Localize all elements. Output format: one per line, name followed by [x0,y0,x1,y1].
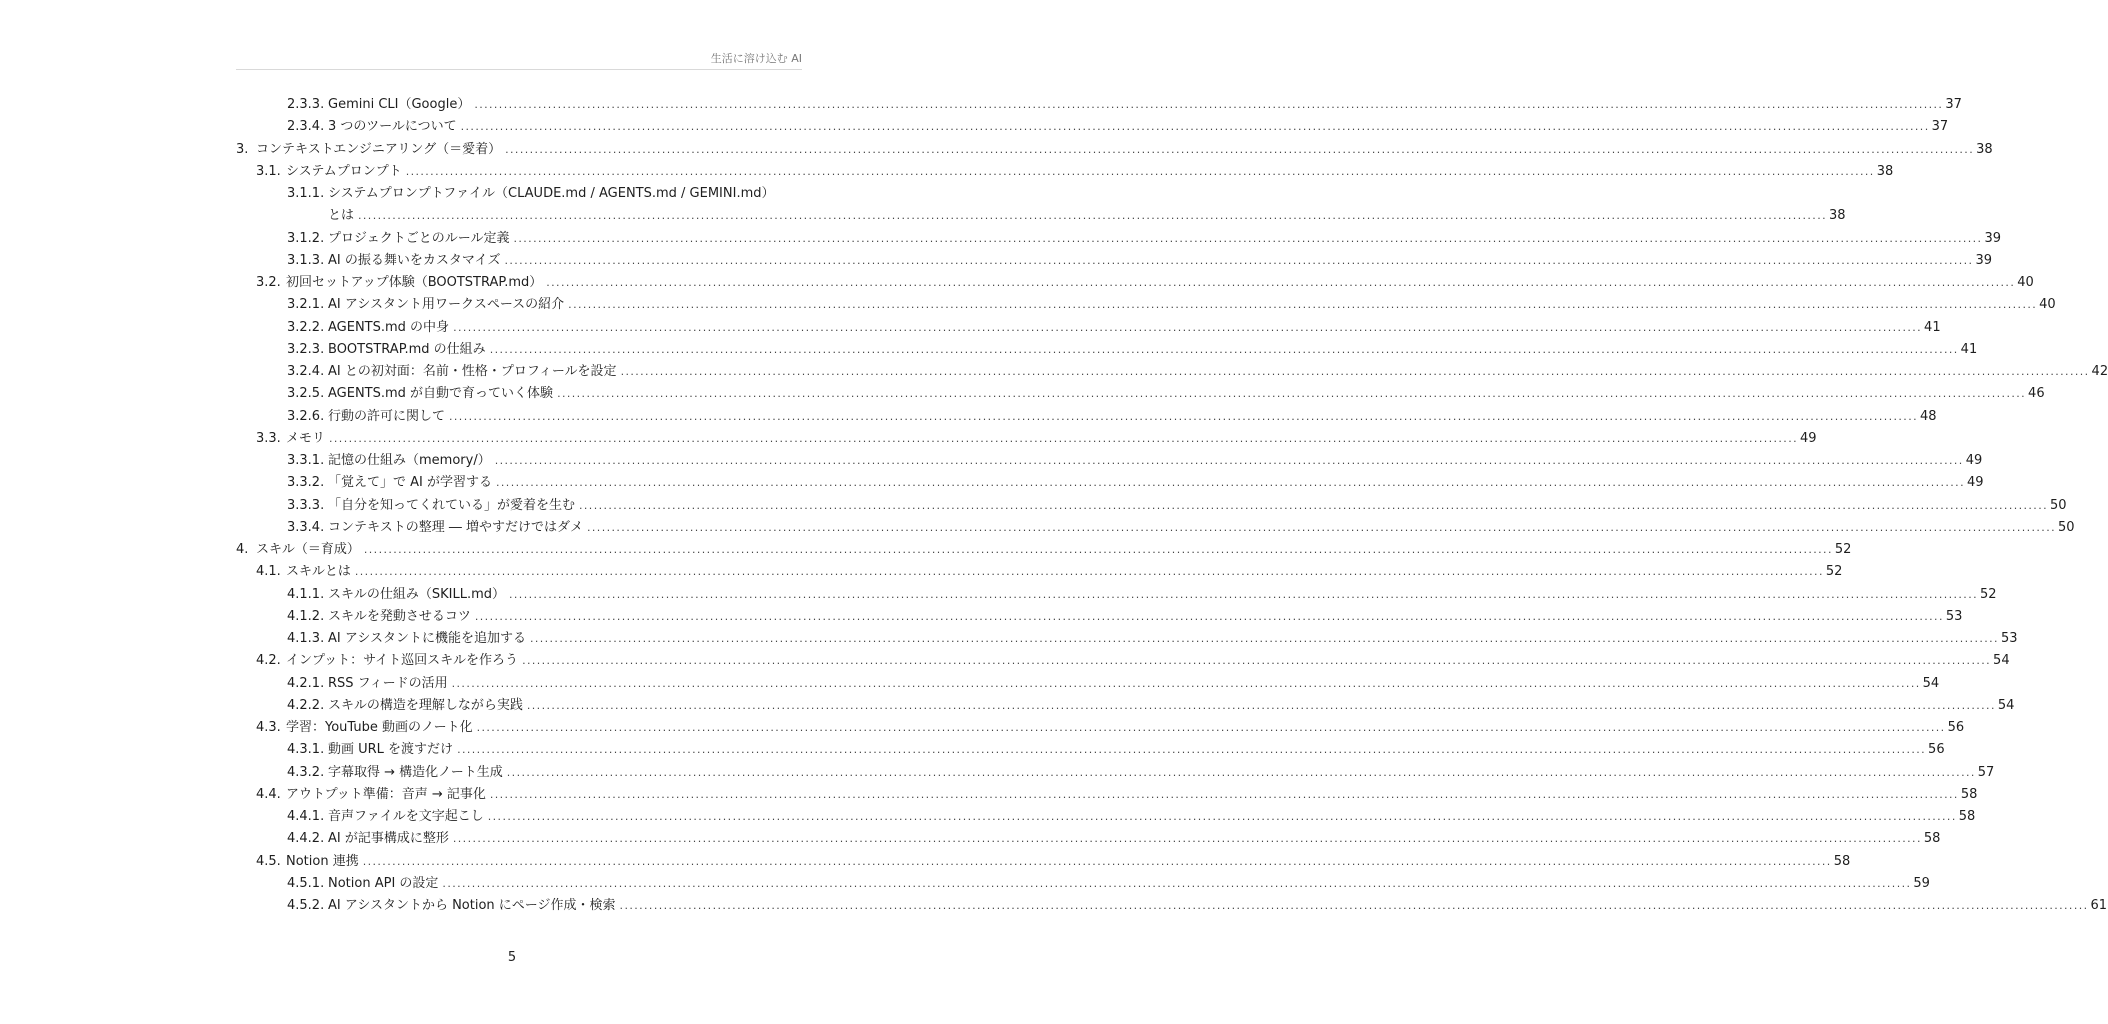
toc-entry-number: 4.1. [256,564,281,580]
toc-dot-leader: ............................................................................................................................................................................................................................................................................................................ [476,721,1946,734]
toc-dot-leader: ............................................................................................................................................................................................................................................................................................................ [619,899,2089,912]
toc-dot-leader: ............................................................................................................................................................................................................................................................................................................ [587,520,2056,534]
toc-entry-number: 4.5.1. [287,875,325,891]
toc-entry-number: 4.3. [256,720,281,735]
toc-dot-leader: ............................................................................................................................................................................................................................................................................................................ [474,609,1944,623]
toc-entry[interactable] [236,228,2002,250]
toc-entry-title: 「自分を知ってくれている」が愛着を生む [328,497,576,513]
toc-entry-title: AI アシスタントから Notion にページ作成・検索 [328,898,616,913]
toc-dot-leader: ............................................................................................................................................................................................................................................................................................................ [496,476,1965,490]
toc-entry-page: 58 [1833,853,1851,869]
toc-entry-title: Gemini CLI（Google） [328,97,471,112]
toc-entry-page: 49 [1965,453,1983,468]
toc-entry-number: 3.1.2. [287,230,325,246]
toc-entry-page: 37 [1931,119,1949,135]
toc-entry-title: AGENTS.md が自動で育っていく体験 [328,386,554,402]
toc-entry-page: 58 [1958,809,1976,824]
toc-entry-title: 3 つのツールについて [328,119,457,135]
toc-entry-page: 40 [2017,275,2034,290]
toc-entry-number: 3.3.3. [287,497,325,513]
toc-entry-title: AI の振る舞いをカスタマイズ [328,252,501,268]
toc-entry[interactable] [236,806,1976,828]
toc-entry[interactable] [236,250,1993,272]
toc-entry-page: 46 [2028,386,2045,402]
toc-entry-number: 4.5.2. [287,898,325,913]
toc-entry[interactable] [236,873,1930,895]
toc-entry-title: システムプロンプト [286,163,402,179]
toc-entry-page: 58 [1960,786,1978,802]
toc-entry[interactable] [236,539,1852,561]
toc-entry-title: BOOTSTRAP.md の仕組み [328,341,486,357]
toc-dot-leader: ............................................................................................................................................................................................................................................................................................................ [509,587,1978,601]
toc-entry-title: メモリ [286,430,326,446]
toc-entry-number: 2.3.4. [287,119,325,135]
toc-entry-page: 54 [1997,697,2015,713]
toc-entry-title: スキル（＝育成） [256,542,360,557]
toc-entry-title: アウトプット準備：音声 → 記事化 [286,786,486,802]
toc-dot-leader: ............................................................................................................................................................................................................................................................................................................ [579,498,2048,512]
toc-entry-title: スキルを発動させるコツ [328,608,471,624]
toc-entry-number: 4.2.2. [287,697,325,713]
toc-entry[interactable] [236,695,2015,717]
toc-entry-title: 学習：YouTube 動画のノート化 [286,720,473,735]
toc-entry-number: 4.2. [256,653,281,669]
toc-entry-page: 52 [1834,542,1852,557]
toc-entry-title: プロジェクトごとのルール定義 [328,230,510,246]
toc-entry-number: 3.2.2. [287,319,325,335]
toc-dot-leader: ............................................................................................................................................................................................................................................................................................................ [489,787,1959,801]
toc-entry-page: 52 [1980,586,1997,602]
toc-entry-number: 3.1.3. [287,252,325,268]
toc-entry-page: 38 [1976,141,1993,157]
toc-entry[interactable] [236,94,1962,116]
toc-dot-leader: ............................................................................................................................................................................................................................................................................................................ [451,676,1921,690]
toc-entry-title: RSS フィードの活用 [328,675,448,691]
toc-entry-title: 音声ファイルを文字起こし [328,809,484,824]
toc-entry-title: AGENTS.md の中身 [328,319,450,335]
toc-dot-leader: ............................................................................................................................................................................................................................................................................................................ [405,164,1875,178]
toc-entry-title: AI との初対面：名前・性格・プロフィールを設定 [328,364,617,379]
toc-dot-leader: ............................................................................................................................................................................................................................................................................................................ [358,209,1827,223]
toc-entry[interactable] [236,183,803,205]
toc-entry-page: 41 [1960,341,1978,357]
toc-entry-page: 48 [1920,408,1937,424]
toc-entry-page: 56 [1928,742,1945,758]
toc-entry-page: 49 [1966,475,1984,491]
running-header: 生活に溶け込む AI [710,52,802,65]
toc-entry-title: Notion 連携 [286,853,359,869]
toc-entry[interactable] [236,317,1941,339]
toc-entry-title: 行動の許可に関して [328,408,446,424]
toc-dot-leader: ............................................................................................................................................................................................................................................................................................................ [513,231,1983,245]
toc-dot-leader: ............................................................................................................................................................................................................................................................................................................ [506,765,1976,779]
toc-entry-title: AI アシスタントに機能を追加する [328,631,526,646]
toc-dot-leader: ............................................................................................................................................................................................................................................................................................................ [568,298,2038,312]
toc-dot-leader: ............................................................................................................................................................................................................................................................................................................ [505,142,1975,156]
toc-entry[interactable] [236,739,1945,761]
toc-dot-leader: ............................................................................................................................................................................................................................................................................................................ [504,253,1974,267]
toc-entry-number: 4.4.1. [287,809,325,824]
toc-dot-leader: ............................................................................................................................................................................................................................................................................................................ [522,654,1992,668]
toc-entry-title: 記憶の仕組み（memory/） [328,453,491,468]
toc-dot-leader: ............................................................................................................................................................................................................................................................................................................ [529,632,1999,645]
toc-entry[interactable] [236,361,2108,383]
toc-entry-number: 3.2.5. [287,386,325,402]
toc-entry-number: 4.2.1. [287,675,325,691]
toc-entry[interactable] [236,495,2067,517]
toc-dot-leader: ............................................................................................................................................................................................................................................................................................................ [494,454,1964,467]
toc-entry-title: 動画 URL を渡すだけ [328,742,454,758]
toc-entry[interactable] [236,828,1941,850]
toc-dot-leader: ............................................................................................................................................................................................................................................................................................................ [489,342,1959,356]
toc-dot-leader: ............................................................................................................................................................................................................................................................................................................ [526,698,1996,712]
toc-entry-number: 3.1.1. [287,186,325,201]
toc-entry[interactable] [236,139,1993,161]
toc-entry-title: AI が記事構成に整形 [328,831,449,847]
toc-entry-page: 58 [1923,831,1941,847]
toc-entry-title: コンテキストエンジニアリング（＝愛着） [256,141,502,157]
toc-entry-page: 42 [2091,364,2108,379]
toc-entry-page: 37 [1945,97,1962,112]
toc-entry-number: 4.1.2. [287,608,325,624]
toc-entry-number: 3.2.4. [287,364,325,379]
toc-entry[interactable] [236,161,1894,183]
toc-entry-page: 61 [2090,898,2108,913]
toc-entry-page: 53 [1945,608,1963,624]
toc-entry-title: とは [328,208,355,224]
toc-entry-title: AI アシスタント用ワークスペースの紹介 [328,297,565,313]
toc-entry-page: 57 [1977,764,1995,780]
toc-entry-page: 38 [1829,208,1846,224]
page-number: 5 [507,950,517,965]
toc-entry-page: 39 [1975,252,1993,268]
toc-entry[interactable] [236,450,1983,472]
toc-entry-title: Notion API の設定 [328,875,439,891]
toc-dot-leader: ............................................................................................................................................................................................................................................................................................................ [453,320,1923,334]
toc-dot-leader: ............................................................................................................................................................................................................................................................................................................ [354,565,1824,579]
toc-entry-title: 初回セットアップ体験（BOOTSTRAP.md） [286,275,543,290]
toc-entry[interactable] [236,717,1965,739]
toc-dot-leader: ............................................................................................................................................................................................................................................................................................................ [474,98,1944,111]
toc-dot-leader: ............................................................................................................................................................................................................................................................................................................ [363,543,1833,556]
toc-entry-page: 50 [2050,497,2067,513]
toc-dot-leader: ............................................................................................................................................................................................................................................................................................................ [449,409,1918,423]
toc-entry-page: 50 [2058,519,2075,535]
toc-entry[interactable] [236,895,2108,917]
toc-dot-leader: ............................................................................................................................................................................................................................................................................................................ [362,854,1832,868]
toc-entry[interactable] [236,272,2034,294]
toc-dot-leader: ............................................................................................................................................................................................................................................................................................................ [487,810,1957,823]
toc-entry-title: コンテキストの整理 ― 増やすだけではダメ [328,519,584,535]
toc-entry-page: 54 [1993,653,2010,669]
toc-entry-number: 4.1.1. [287,586,325,602]
toc-entry-number: 3.3.4. [287,519,325,535]
toc-entry-page: 54 [1922,675,1940,691]
toc-entry[interactable] [236,606,1963,628]
toc-entry-number: 4.3.2. [287,764,325,780]
toc-entry-title: 「覚えて」で AI が学習する [328,475,492,491]
toc-entry-page: 38 [1876,163,1894,179]
toc-entry[interactable] [236,406,1937,428]
toc-entry-page: 59 [1913,875,1930,891]
toc-dot-leader: ............................................................................................................................................................................................................................................................................................................ [452,832,1922,846]
toc-entry-title: インプット：サイト巡回スキルを作ろう [286,653,519,669]
toc-dot-leader: ............................................................................................................................................................................................................................................................................................................ [557,387,2027,401]
table-of-contents [236,94,2108,917]
toc-entry[interactable] [236,517,2075,539]
toc-entry-number: 3.2. [256,275,281,290]
toc-entry[interactable] [236,339,1978,361]
toc-entry-page: 41 [1924,319,1941,335]
toc-entry[interactable] [236,784,1978,806]
toc-entry[interactable] [236,383,2045,405]
toc-entry-number: 3. [236,141,249,157]
toc-entry[interactable] [236,584,1997,606]
toc-entry-number: 4.4.2. [287,831,325,847]
toc-entry[interactable] [236,628,2018,650]
toc-entry[interactable] [236,673,1940,695]
toc-entry-number: 3.3. [256,430,281,446]
toc-entry[interactable] [236,561,1843,583]
toc-entry-number: 4.1.3. [287,631,325,646]
toc-entry[interactable] [236,428,1817,450]
toc-entry[interactable] [236,851,1851,873]
toc-entry-page: 52 [1825,564,1843,580]
toc-dot-leader: ............................................................................................................................................................................................................................................................................................................ [460,120,1930,134]
toc-entry-title: スキルの仕組み（SKILL.md） [328,586,506,602]
toc-entry-page: 49 [1800,430,1817,446]
toc-entry-number: 4. [236,542,249,557]
toc-entry-number: 3.3.1. [287,453,325,468]
toc-dot-leader: ............................................................................................................................................................................................................................................................................................................ [457,743,1927,757]
toc-entry[interactable] [236,294,2056,316]
toc-entry-page: 56 [1947,720,1965,735]
toc-entry[interactable] [236,650,2010,672]
toc-entry-number: 3.1. [256,163,281,179]
toc-dot-leader: ............................................................................................................................................................................................................................................................................................................ [442,876,1912,890]
toc-entry-page: 53 [2000,631,2018,646]
toc-entry[interactable] [236,472,1984,494]
toc-entry-number: 4.5. [256,853,281,869]
toc-entry-page: 39 [1984,230,2002,246]
toc-entry-number: 4.4. [256,786,281,802]
toc-entry-number: 3.3.2. [287,475,325,491]
toc-entry-title: スキルとは [286,564,351,580]
toc-dot-leader: ............................................................................................................................................................................................................................................................................................................ [620,365,2090,378]
toc-entry-number: 3.2.6. [287,408,325,424]
toc-entry-title: スキルの構造を理解しながら実践 [328,697,523,713]
toc-entry-number: 3.2.3. [287,341,325,357]
toc-entry-number: 4.3.1. [287,742,325,758]
toc-dot-leader: ............................................................................................................................................................................................................................................................................................................ [329,431,1798,445]
toc-entry-title: システムプロンプトファイル（CLAUDE.md / AGENTS.md / GEMINI.md） [328,186,775,201]
toc-entry-number: 3.2.1. [287,297,325,313]
toc-entry-number: 2.3.3. [287,97,325,112]
toc-entry-page: 40 [2039,297,2056,313]
toc-dot-leader: ............................................................................................................................................................................................................................................................................................................ [546,276,2016,289]
toc-entry[interactable] [236,762,1995,784]
toc-entry[interactable] [236,205,1846,227]
toc-entry-title: 字幕取得 → 構造化ノート生成 [328,764,503,780]
toc-entry[interactable] [236,116,1949,138]
header-rule [236,69,802,70]
